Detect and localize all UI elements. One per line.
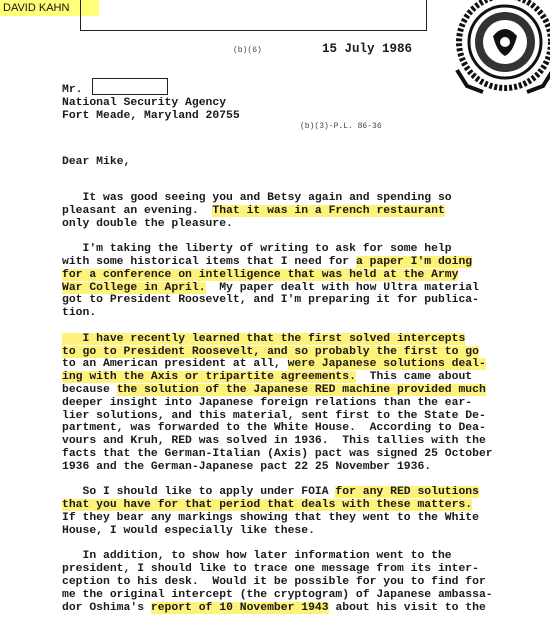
paragraph-4: So I should like to apply under FOIA for any RED solutions that you have for that period that deals with these matters. If they bear any markings showing that they went to the White House, I would especially like these. [62,486,479,537]
agency-seal-icon [443,0,550,100]
recipient-address [62,84,240,122]
salutation: Dear Mike, [62,156,131,168]
paragraph-1: It was good seeing you and Betsy again and spending so pleasant an evening. That it was in a French restaurant only double the pleasure. [62,192,452,230]
exemption-b6-label: (b)(6) [233,46,262,55]
author-tag: DAVID KAHN [0,0,99,16]
address-line: National Security Agency [62,96,227,109]
address-line: Fort Meade, Maryland 20755 [62,109,240,122]
redacted-letterhead-box [80,0,427,31]
letter-body [62,192,547,627]
letter-date: 15 July 1986 [322,42,413,56]
paragraph-5: In addition, to show how later information went to the president, I should like to trace one message from its inter- ception to his desk. Would it be possible for you to find for me the original intercept (the cryptogram) of Japanese ambassa- dor Oshima's report of 10 November 1943 about his visit to the [62,550,493,614]
paragraph-3: I have recently learned that the first solved intercepts to go to President Roosevelt, and so probably the first to go to an American president at all, were Japanese solutions deal- ing with the Axis or tripartite agreements. This came about because the solution of the Japanese RED machine provided much deeper insight into Japanese foreign relations than the ear- lier solutions, and this material, sent first to the State De- partment, was forwarded to the White House. According to Dea- vours and Kruh, RED was solved in 1936. This tallies with the facts that the German-Italian (Axis) pact was signed 25 October 1936 and the German-Japanese pact 22 25 November 1936. [62,332,493,473]
exemption-b3-label: (b)(3)-P.L. 86-36 [300,122,382,131]
address-line: Mr. [62,84,83,96]
paragraph-2: I'm taking the liberty of writing to ask for some help with some historical items that I need for a paper I'm doing for a conference on intelligence that was held at the Army War College in April. My paper dealt with how Ultra material got to President Roosevelt, and I'm preparing it for publica- tion. [62,243,479,320]
